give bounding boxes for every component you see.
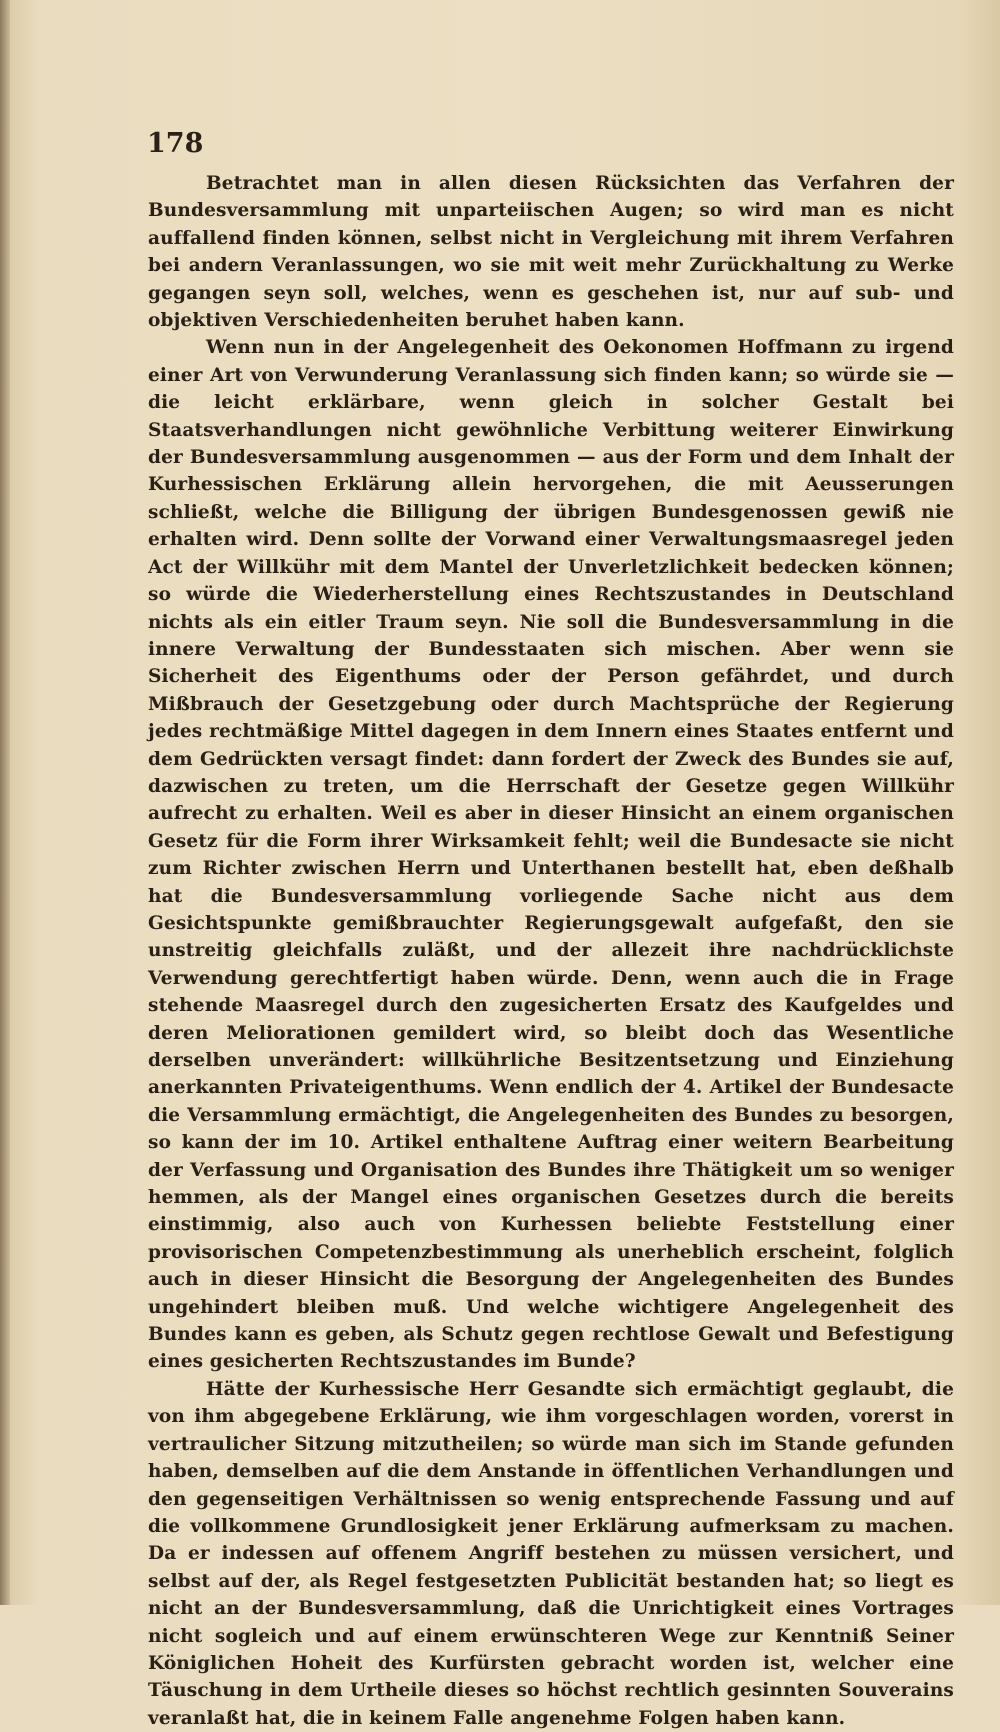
- paragraph-3: Hätte der Kurhessische Herr Gesandte sich ermächtigt geglaubt, die von ihm abgegebene Erklärung, wie ihm vorgeschlagen worden, vorerst in vertraulicher Sitzung mitzutheilen; so würde man sich im Stande gefunden haben, demselben auf die dem Anstande in öffentlichen Verhandlungen und den gegenseitigen Verhältnissen so wenig entsprechende Fassung und auf die vollkommene Grundlosigkeit jener Erklärung aufmerksam zu machen. Da er indessen auf offenem Angriff bestehen zu müssen versichert, und selbst auf der, als Regel festgesetzten Publicität bestanden hat; so liegt es nicht an der Bundesversammlung, daß die Unrichtigkeit eines Vortrages nicht sogleich und auf einem erwünschteren Wege zur Kenntniß Seiner Königlichen Hoheit des Kurfürsten gebracht worden ist, welcher eine Täuschung in dem Urtheile dieses so höchst rechtlich gesinnten Souverains veranlaßt hat, die in keinem Falle angenehme Folgen haben kann.: [148, 1378, 954, 1729]
- body-text: [148, 170, 954, 1732]
- paragraph-1: Betrachtet man in allen diesen Rücksichten das Verfahren der Bundesversammlung mit unparteiischen Augen; so wird man es nicht auffallend finden können, selbst nicht in Vergleichung mit ihrem Verfahren bei andern Veranlassungen, wo sie mit weit mehr Zurückhaltung zu Werke gegangen seyn soll, welches, wenn es geschehen ist, nur auf sub- und objektiven Verschiedenheiten beruhet haben kann.: [148, 173, 954, 332]
- page-number: 178: [147, 128, 204, 159]
- paragraph-2: Wenn nun in der Angelegenheit des Oekonomen Hoffmann zu irgend einer Art von Verwunderung Veranlassung sich finden kann; so würde sie — die leicht erklärbare, wenn gleich in solcher Gestalt bei Staatsverhandlungen nicht gewöhnliche Verbittung weiterer Einwirkung der Bundesversammlung ausgenommen — aus der Form und dem Inhalt der Kurhessischen Erklärung allein hervorgehen, die mit Aeusserungen schließt, welche die Billigung der übrigen Bundesgenossen gewiß nie erhalten wird. Denn sollte der Vorwand einer Verwaltungsmaasregel jeden Act der Willkühr mit dem Mantel der Unverletzlichkeit bedecken können; so würde die Wiederherstellung eines Rechtszustandes in Deutschland nichts als ein eitler Traum seyn. Nie soll die Bundesversammlung in die innere Verwaltung der Bundesstaaten sich mischen. Aber wenn sie Sicherheit des Eigenthums oder der Person gefährdet, und durch Mißbrauch der Gesetzgebung oder durch Machtsprüche der Regierung jedes rechtmäßige Mittel dagegen in dem Innern eines Staates entfernt und dem Gedrückten versagt findet: dann fordert der Zweck des Bundes sie auf, dazwischen zu treten, um die Herrschaft der Gesetze gegen Willkühr aufrecht zu erhalten. Weil es aber in dieser Hinsicht an einem organischen Gesetz für die Form ihrer Wirksamkeit fehlt; weil die Bundesacte sie nicht zum Richter zwischen Herrn und Unterthanen bestellt hat, eben deßhalb hat die Bundesversammlung vorliegende Sache nicht aus dem Gesichtspunkte gemißbrauchter Regierungsgewalt aufgefaßt, den sie unstreitig gleichfalls zuläßt, und der allezeit ihre nachdrücklichste Verwendung gerechtfertigt haben würde. Denn, wenn auch die in Frage stehende Maasregel durch den zugesicherten Ersatz des Kaufgeldes und deren Meliorationen gemildert wird, so bleibt doch das Wesentliche derselben unverändert: willkührliche Besitzentsetzung und Einziehung anerkannten Privateigenthums. Wenn endlich der 4. Artikel der Bundesacte die Versammlung ermächtigt, die Angelegenheiten des Bundes zu besorgen, so kann der im 10. Artikel enthaltene Auftrag einer weitern Bearbeitung der Verfassung und Organisation des Bundes ihre Thätigkeit um so weniger hemmen, als der Mangel eines organischen Gesetzes durch die bereits einstimmig, also auch von Kurhessen beliebte Feststellung einer provisorischen Competenzbestimmung als unerheblich erscheint, folglich auch in dieser Hinsicht die Besorgung der Angelegenheiten des Bundes ungehindert bleiben muß. Und welche wichtigere Angelegenheit des Bundes kann es geben, als Schutz gegen rechtlose Gewalt und Befestigung eines gesicherten Rechtszustandes im Bunde?: [148, 337, 954, 1373]
- binding-edge: [0, 0, 10, 1605]
